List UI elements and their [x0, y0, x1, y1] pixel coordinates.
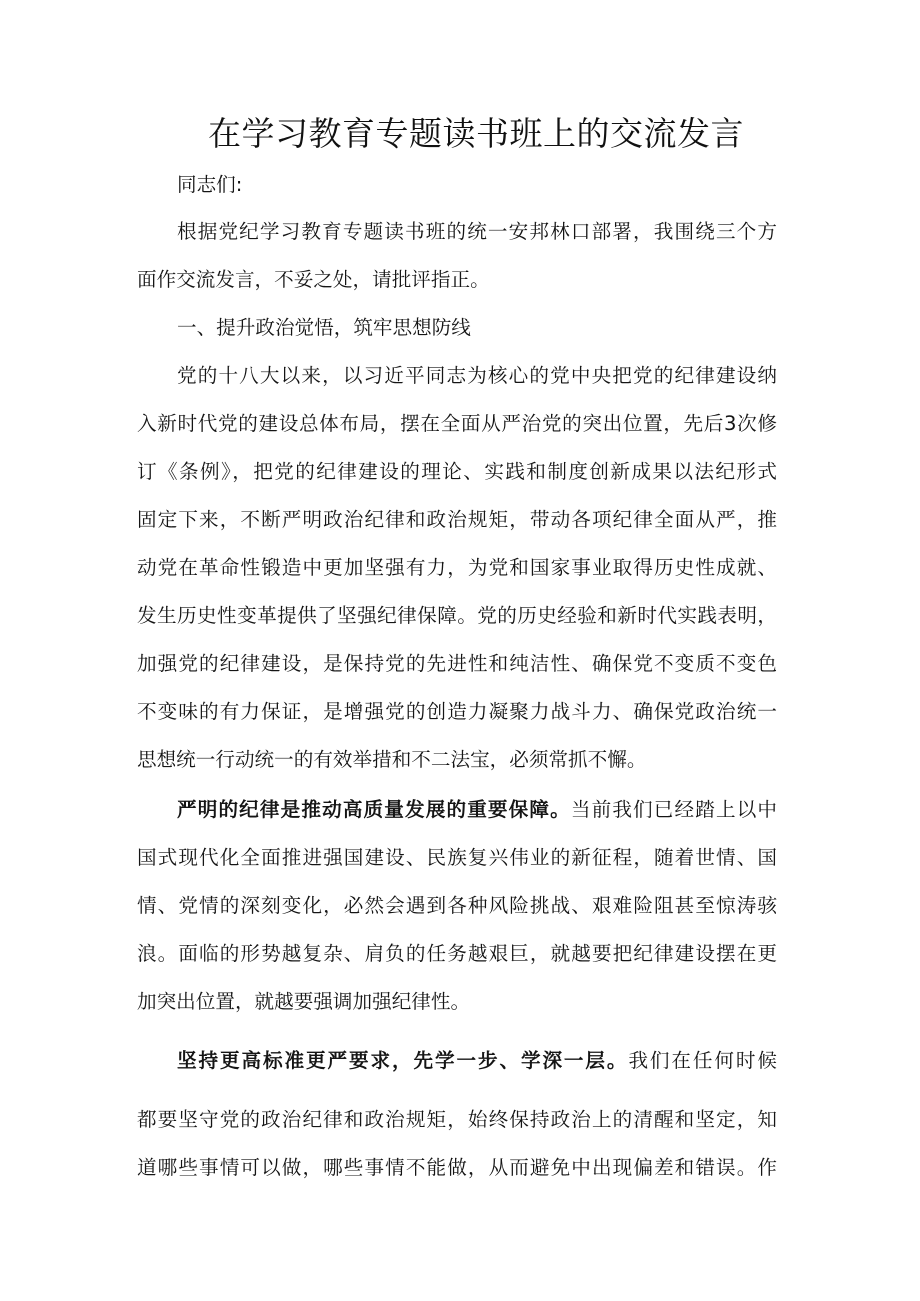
para1-line-8: 不变味的有力保证，是增强党的创造力凝聚力战斗力、确保党政治统一 — [137, 700, 777, 723]
para2-line-1-rest: 当前我们已经踏上以中 — [570, 798, 778, 821]
salutation: 同志们: — [177, 173, 243, 196]
para1-line-5: 动党在革命性锻造中更加坚强有力，为党和国家事业取得历史性成就、 — [137, 556, 777, 579]
para2-line-1 — [177, 795, 777, 825]
para1-line-9: 思想统一行动统一的有效举措和不二法宝，必须常抓不懈。 — [137, 748, 647, 771]
section-1-heading: 一、提升政治觉悟，筑牢思想防线 — [177, 316, 471, 339]
para2-line-2: 国式现代化全面推进强国建设、民族复兴伟业的新征程，随着世情、国 — [137, 846, 777, 869]
para2-line-3: 情、党情的深刻变化，必然会遇到各种风险挑战、艰难险阻甚至惊涛骇 — [137, 894, 777, 917]
document-title: 在学习教育专题读书班上的交流发言 — [208, 114, 744, 153]
para1-line-2: 入新时代党的建设总体布局，摆在全面从严治党的突出位置，先后3次修 — [137, 412, 777, 435]
para1-line-4: 固定下来，不断严明政治纪律和政治规矩，带动各项纪律全面从严，推 — [137, 508, 777, 531]
para2-bold-lead: 严明的纪律是推动高质量发展的重要保障。 — [177, 798, 571, 821]
para1-line-6: 发生历史性变革提供了坚强纪律保障。党的历史经验和新时代实践表明， — [137, 604, 777, 627]
para1-line-3: 订《条例》，把党的纪律建设的理论、实践和制度创新成果以法纪形式 — [137, 460, 777, 483]
para3-line-1-rest: 我们在任何时候 — [628, 1049, 778, 1072]
para3-bold-lead: 坚持更高标准更严要求，先学一步、学深一层。 — [177, 1049, 629, 1072]
para3-line-1 — [177, 1046, 777, 1076]
intro-line-1: 根据党纪学习教育专题读书班的统一安邦林口部署，我围绕三个方 — [177, 220, 777, 243]
para3-line-3: 道哪些事情可以做，哪些事情不能做，从而避免中出现偏差和错误。作 — [137, 1156, 777, 1179]
para2-line-5: 加突出位置，就越要强调加强纪律性。 — [137, 990, 471, 1013]
para2-line-4: 浪。面临的形势越复杂、肩负的任务越艰巨，就越要把纪律建设摆在更 — [137, 942, 777, 965]
para3-line-2: 都要坚守党的政治纪律和政治规矩，始终保持政治上的清醒和坚定，知 — [137, 1108, 777, 1131]
intro-line-2: 面作交流发言，不妥之处，请批评指正。 — [137, 268, 490, 291]
para1-line-1: 党的十八大以来，以习近平同志为核心的党中央把党的纪律建设纳 — [177, 364, 777, 387]
para1-line-7: 加强党的纪律建设，是保持党的先进性和纯洁性、确保党不变质不变色 — [137, 652, 777, 675]
